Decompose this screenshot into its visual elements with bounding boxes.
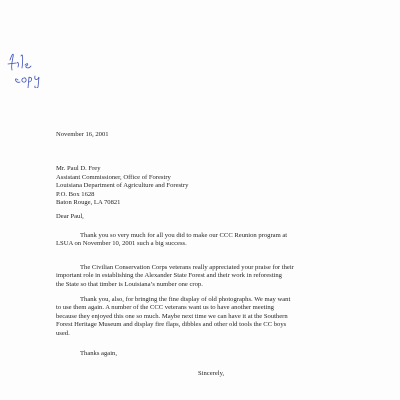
- recipient-address: [56, 165, 188, 208]
- recipient-name: Mr. Paul D. Frey: [56, 165, 101, 172]
- paragraph-3: [56, 296, 290, 338]
- paragraph-2-line-2: important role in establishing the Alexander State Forest and their work in reforesting: [56, 272, 282, 280]
- paragraph-3-line-1: Thank you, also, for bringing the fine display of old photographs. We may want: [80, 296, 291, 303]
- paragraph-1-line-2: LSUA on November 10, 2001 such a big success.: [56, 240, 187, 248]
- letter-date: November 16, 2001: [56, 131, 109, 138]
- paragraph-3-line-4: Forest Heritage Museum and display fire flaps, dibbles and other old tools the CC boys: [56, 321, 287, 329]
- handwritten-note-drawing: [4, 48, 64, 88]
- paragraph-3-line-5: used.: [56, 329, 70, 337]
- recipient-city-state-zip: Baton Rouge, LA 70821: [56, 199, 121, 207]
- paragraph-2-line-3: the State so that timber is Louisiana’s number one crop.: [56, 280, 203, 288]
- paragraph-1: [56, 232, 287, 249]
- paragraph-3-line-3: because they enjoyed this one so much. Maybe next time we can have it at the Southern: [56, 312, 288, 320]
- paragraph-3-line-2: to use them again. A number of the CCC veterans want us to have another meeting: [56, 304, 274, 312]
- paragraph-2: [56, 264, 294, 289]
- signoff: Sincerely,: [198, 370, 225, 377]
- recipient-department: Louisiana Department of Agriculture and Forestry: [56, 182, 189, 190]
- closing: Thanks again,: [80, 350, 117, 357]
- paragraph-1-line-1: Thank you so very much for all you did to make our CCC Reunion program at: [80, 232, 288, 239]
- salutation: Dear Paul,: [56, 213, 84, 220]
- paragraph-2-line-1: The Civilian Conservation Corps veterans really appreciated your praise for their: [80, 264, 294, 271]
- handwritten-file-copy-note: [4, 48, 64, 88]
- recipient-title: Assistant Commissioner, Office of Forestry: [56, 173, 171, 181]
- recipient-po-box: P.O. Box 1628: [56, 190, 95, 198]
